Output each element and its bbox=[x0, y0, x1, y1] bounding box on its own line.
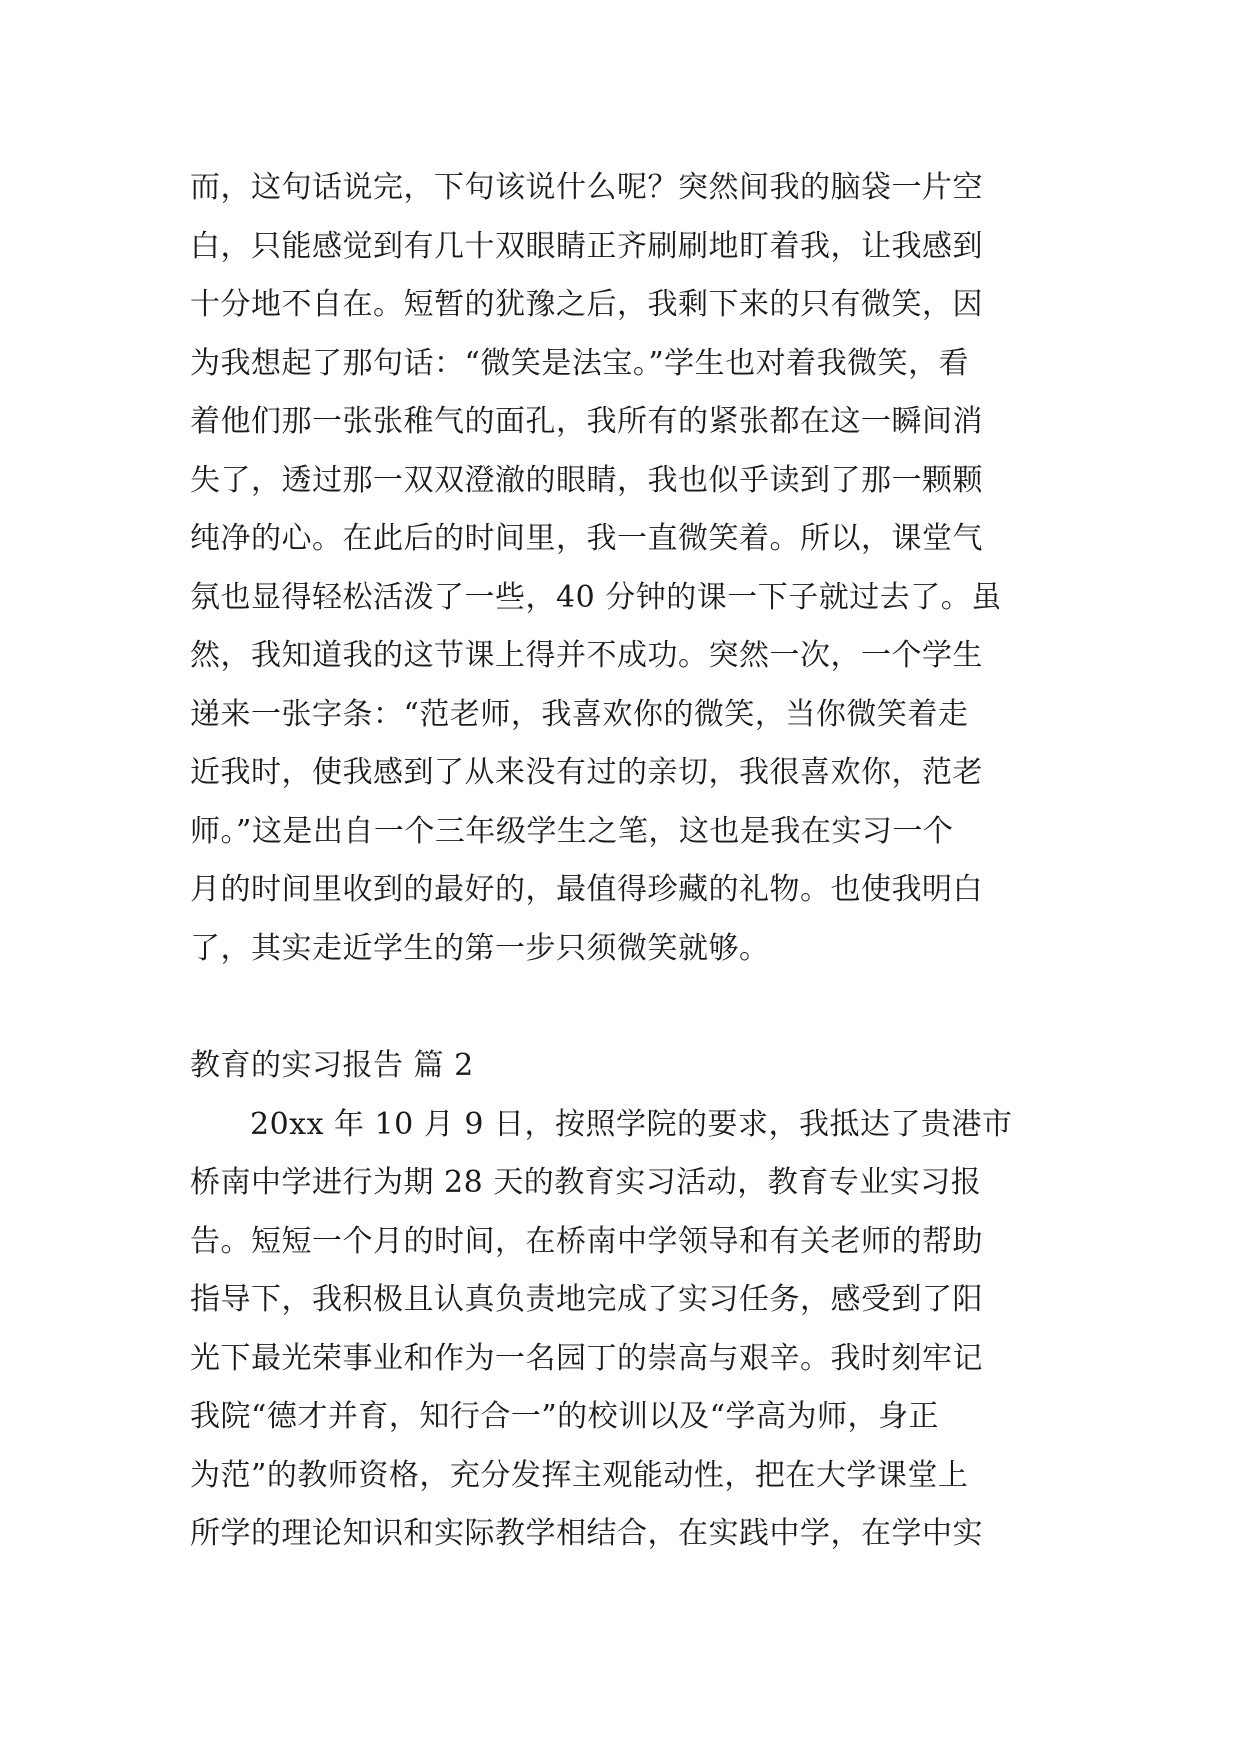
text-line: 失了，透过那一双双澄澈的眼睛，我也似乎读到了那一颗颗 bbox=[190, 463, 983, 498]
text-line: 白，只能感觉到有几十双眼睛正齐刷刷地盯着我，让我感到 bbox=[190, 229, 983, 264]
text-line: 告。短短一个月的时间，在桥南中学领导和有关老师的帮助 bbox=[190, 1224, 983, 1259]
text-line: 我院“德才并育，知行合一”的校训以及“学高为师，身正 bbox=[190, 1399, 940, 1434]
text-line: 近我时，使我感到了从来没有过的亲切，我很喜欢你，范老 bbox=[190, 755, 983, 790]
text-line: 十分地不自在。短暂的犹豫之后，我剩下来的只有微笑，因 bbox=[190, 287, 983, 322]
text-line: 了，其实走近学生的第一步只须微笑就够。 bbox=[190, 931, 770, 966]
text-line: 月的时间里收到的最好的，最值得珍藏的礼物。也使我明白 bbox=[190, 872, 983, 907]
text-line: 然，我知道我的这节课上得并不成功。突然一次，一个学生 bbox=[190, 638, 983, 673]
text-line: 桥南中学进行为期 28 天的教育实习活动，教育专业实习报 bbox=[190, 1165, 982, 1200]
text-line: 指导下，我积极且认真负责地完成了实习任务，感受到了阳 bbox=[190, 1282, 983, 1317]
text-line: 20xx 年 10 月 9 日，按照学院的要求，我抵达了贵港市 bbox=[250, 1107, 1013, 1142]
text-line: 递来一张字条：“范老师，我喜欢你的微笑，当你微笑着走 bbox=[190, 697, 969, 732]
text-line: 为我想起了那句话：“微笑是法宝。”学生也对着我微笑，看 bbox=[190, 346, 970, 381]
section-heading: 教育的实习报告 篇 2 bbox=[190, 1048, 474, 1083]
text-line: 氛也显得轻松活泼了一些，40 分钟的课一下子就过去了。虽 bbox=[190, 580, 1002, 615]
text-line: 而，这句话说完，下句该说什么呢？突然间我的脑袋一片空 bbox=[190, 170, 983, 205]
text-line: 为范”的教师资格，充分发挥主观能动性，把在大学课堂上 bbox=[190, 1458, 969, 1493]
text-line: 纯净的心。在此后的时间里，我一直微笑着。所以，课堂气 bbox=[190, 521, 983, 556]
text-line: 所学的理论知识和实际教学相结合，在实践中学，在学中实 bbox=[190, 1516, 983, 1551]
text-line: 光下最光荣事业和作为一名园丁的崇高与艰辛。我时刻牢记 bbox=[190, 1341, 983, 1376]
text-line: 师。”这是出自一个三年级学生之笔，这也是我在实习一个 bbox=[190, 814, 954, 849]
text-line: 着他们那一张张稚气的面孔，我所有的紧张都在这一瞬间消 bbox=[190, 404, 983, 439]
